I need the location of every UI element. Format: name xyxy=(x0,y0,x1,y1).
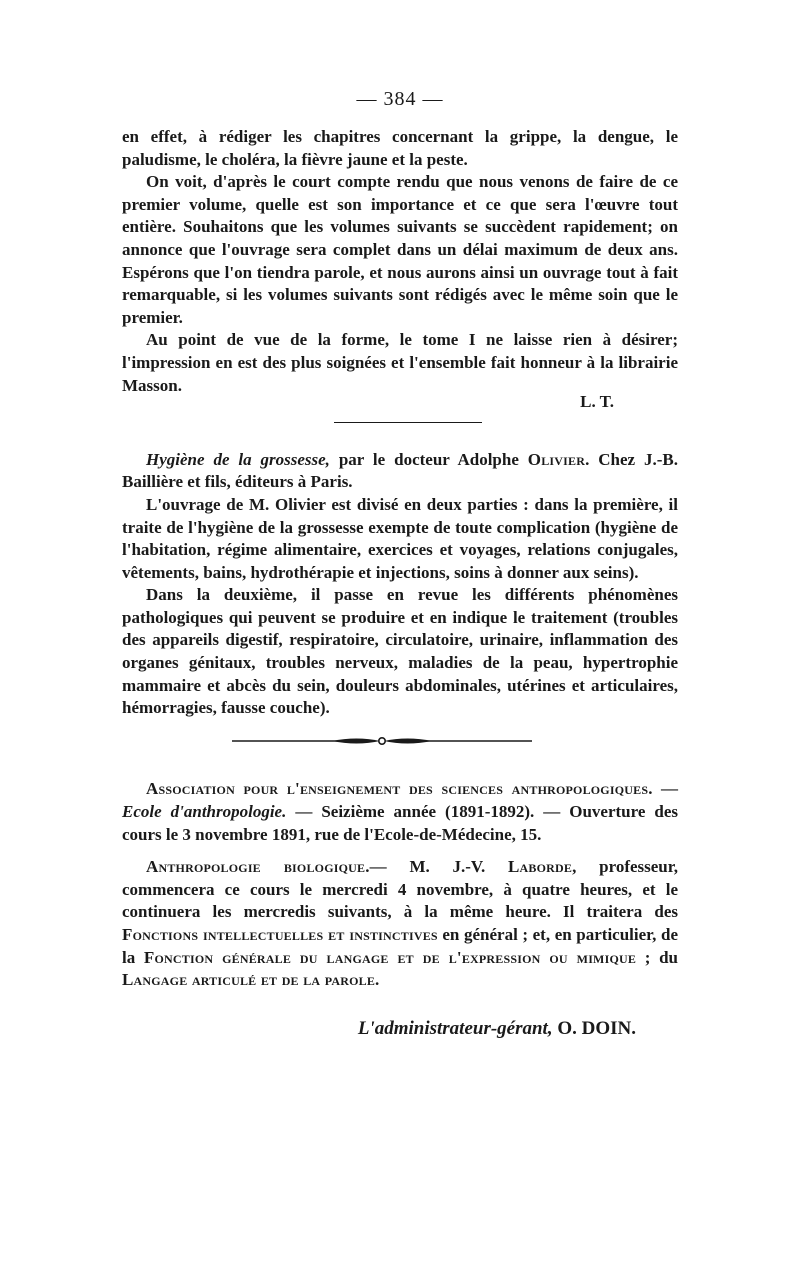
administrator-signature xyxy=(122,1018,678,1041)
association-dash: — xyxy=(652,779,679,799)
ornamental-divider xyxy=(232,734,532,748)
administrator-role: L'administrateur-gérant, xyxy=(357,1017,553,1039)
course-topic-3: Langage articulé et de la parole xyxy=(122,970,376,990)
paragraph-second-part: Dans la deuxième, il passe en revue les différents phénomènes pathologiques qui peuvent se produire et en indique le traitement (troubles des appareils digestif, respiratoire, circulatoire, urinaire, inflammation des organes génitaux, troubles nerveux, maladies de la peau, hypertrophie mammaire et abcès du sein, douleurs abdominales, utérines et articulaires, hémorragies, fausse couche). xyxy=(122,585,678,718)
page-number: — 384 — xyxy=(356,88,444,110)
review-heading xyxy=(122,449,678,494)
review-byline-post: . Chez J.-B. Baillière et fils, éditeurs à Paris. xyxy=(122,449,678,492)
review-book-title: Hygiène de la grossesse, xyxy=(146,449,330,469)
course-notice xyxy=(122,856,678,992)
course-text-5: . xyxy=(375,970,380,990)
administrator-name: O. DOIN. xyxy=(552,1017,636,1039)
paragraph-summary: On voit, d'après le court compte rendu que nous venons de faire de ce premier volume, quelle est son importance et ce que sera l'œuvre tout entière. Souhaitons que les volumes suivants se succèdent rapidement; on annonce que l'ouvrage sera complet dans un délai maximum de deux ans. Espérons que l'on tiendra parole, et nous aurons ainsi un ouvrage tout à fait remarquable, si les volumes suivants sont rédigés avec le même soin que le premier. xyxy=(122,172,678,327)
paragraph-grippe: en effet, à rédiger les chapitres concernant la grippe, la dengue, le paludisme, le choléra, la fièvre jaune et la peste. xyxy=(122,127,678,169)
school-name: Ecole d'anthropologie. xyxy=(122,802,287,822)
paragraph-first-part: L'ouvrage de M. Olivier est divisé en deux parties : dans la première, il traite de l'hygiène de la grossesse exempte de toute complication (hygiène de l'habitation, régime alimentaire, exercices et voyages, relations conjugales, vêtements, bains, hydrothérapie et injections, soins à donner aux seins). xyxy=(122,494,678,582)
course-topic-1: Fonctions intellectuelles et instinctives xyxy=(122,925,438,944)
paragraph-form: Au point de vue de la forme, le tome I ne laisse rien à désirer; l'impression en est des plus soignées et l'ensemble fait honneur à la librairie Masson. xyxy=(122,330,678,395)
text-column xyxy=(122,126,678,1040)
section-rule xyxy=(334,422,482,423)
course-text-1: — M. J.-V. xyxy=(369,857,509,877)
review-byline-pre: par le docteur Adolphe xyxy=(329,449,528,469)
signature-lt: L. T. xyxy=(580,392,614,412)
association-notice xyxy=(122,778,678,846)
course-text-3: en général ; et, en particulier, de la xyxy=(122,925,678,967)
association-details: — Seizième année (1891-1892). — Ouverture des cours le 3 novembre 1891, rue de l'Ecole-de-Médecine, 15. xyxy=(122,802,678,844)
course-heading: Anthropologie biologique. xyxy=(146,857,370,877)
review-author: Olivier xyxy=(527,449,586,469)
course-text-4: ; du xyxy=(636,947,678,967)
professor-name: Laborde xyxy=(508,857,573,877)
association-heading: Association pour l'enseignement des sciences anthropologiques. xyxy=(146,779,653,799)
course-text-2: , professeur, commencera ce cours le mercredi 4 novembre, à quatre heures, et le continuera les mercredis suivants, à la même heure. Il traitera des xyxy=(122,857,678,922)
course-topic-2: Fonction générale du langage et de l'expression ou mimique xyxy=(143,947,637,967)
